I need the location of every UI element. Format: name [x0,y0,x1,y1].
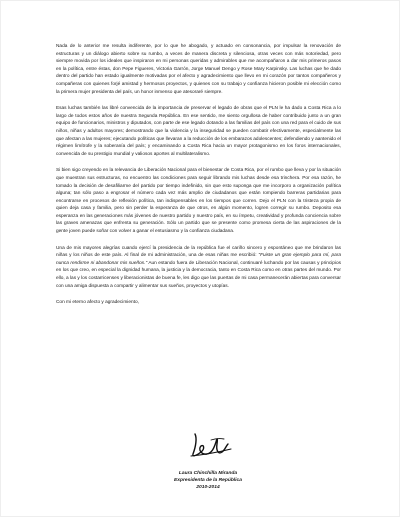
child-quote: "Fuiste un gran ejemplo para mí, para nunca rendirme ni abandonar mis sueños." [56,253,341,266]
handwritten-signature [187,428,235,462]
letter-paragraph-1: Nada de lo anterior me resulta indiferente, por lo que he abogado, y actuado en consonancia, por impulsar la renovación de estructuras y un diálogo abierto sobre su rumbo, a veces de manera discreta y silenciosa, otras veces con más notoriedad, pero siempre movida por los ideales que inspiraron en mi personas queridas y admirables que me acompañaron a dar mis primeros pasos en la política, entre éstas, don Pepe Figueres, Victoria Garrón, Jorge Manuel Dengo y Rose Mary Karpinsky. Las luchas que he dado dentro del partido han estado igualmente motivadas por el afecto y agradecimiento que llevo en mi corazón por tantos compañeros y compañeras con quienes forjé amistad y hermosos proyectos, y quienes con su trabajo y confianza hicieron posible mi elección como la primera mujer presidenta del país, un honor inmenso que atesoraré siempre. [56,44,341,95]
signer-name: Laura Chinchilla Miranda [178,471,238,476]
paragraph-4-text-before: Una de mis mayores alegrías cuando ejercí la presidencia de la república fue el cariño sincero y espontáneo que me brindaron las niñas y los niños de este país. Al final de mi administración, una de esas niñas me escribió: [56,245,341,259]
letter-paragraph-3: Si bien sigo creyendo en la relevancia de Liberación Nacional para el bienestar de Costa Rica, por el rumbo que lleva y por la situación que muestran sus estructuras, no encuentro las condiciones para seguir librando mis luchas desde esa trinchera. Por esa razón, he tomado la decisión de desafiliarme del partido por tiempo indefinido, sin que esto suponga que me incorporo a organización política alguna; tan sólo paso a engrosar el número cada vez más amplio de ciudadanos que están rompiendo barreras partidarias para encontrarse en procesos de reflexión política, tan indispensables en los tiempos que corren. Dejo el PLN con la tristeza propia de quien deja casa y familia, pero sin perder la esperanza de que otros, en algún momento, logren corregir su rumbo. Deposito esa esperanza en las generaciones más jóvenes de nuestro partido y nuestro país, en su ímpetu, creatividad y profunda conciencia sobre las graves amenazas que enfrenta su generación. Sólo un partido que se presente como promesa cierta de las aspiraciones de la gente joven puede soñar con volver a ganar el entusiasmo y la confianza ciudadana. [56,168,341,235]
letter-paragraph-4 [56,245,341,291]
closing-line: Con mi eterno afecto y agradecimiento, [56,300,139,306]
signature-block [1,470,399,491]
signer-title: Expresidenta de la República [174,478,242,483]
paragraph-4-text-after: Aun estando fuera de Liberación Nacional, continuaré luchando por las causas y principios en los que creo, en especial la dignidad humana, la justicia y la democracia, tanto en Costa Rica como en otras partes del mundo. Por ello, a las y los costarricenses y liberacionistas de buena fe, les digo que las puertas de mi casa permanecerán abiertas para conversar con una amiga dispuesta a compartir y alimentar sus sueños, proyectos y utopías. [56,260,341,289]
signer-years: 2010-2014 [196,485,220,490]
letter-paragraph-2: Esas luchas también las libré convencida de la importancia de preservar el legado de obras que el PLN le ha dado a Costa Rica a lo largo de todos estos años de nuestra Segunda República. En ese sentido, me siento orgullosa de haber contribuido junto a un gran equipo de funcionarios, ministros y diputados, con parte de ese legado dotando a las familias del país con una red para el cuido de sus niños, niñas y adultos mayores; demostrando que la violencia y la inseguridad se pueden combatir efectivamente, especialmente las que afectan a las mujeres; ejecutando políticas que llevaran a la reducción de los embarazos adolescentes; defendiendo y aantenido el régimen limítrofe y la soberanía del país; y encaminando a Costa Rica hacia un mayor protagonismo en los foros internacionales, convencida de su prestigio mundial y valiosos aportes al multilateralismo. [56,106,341,157]
